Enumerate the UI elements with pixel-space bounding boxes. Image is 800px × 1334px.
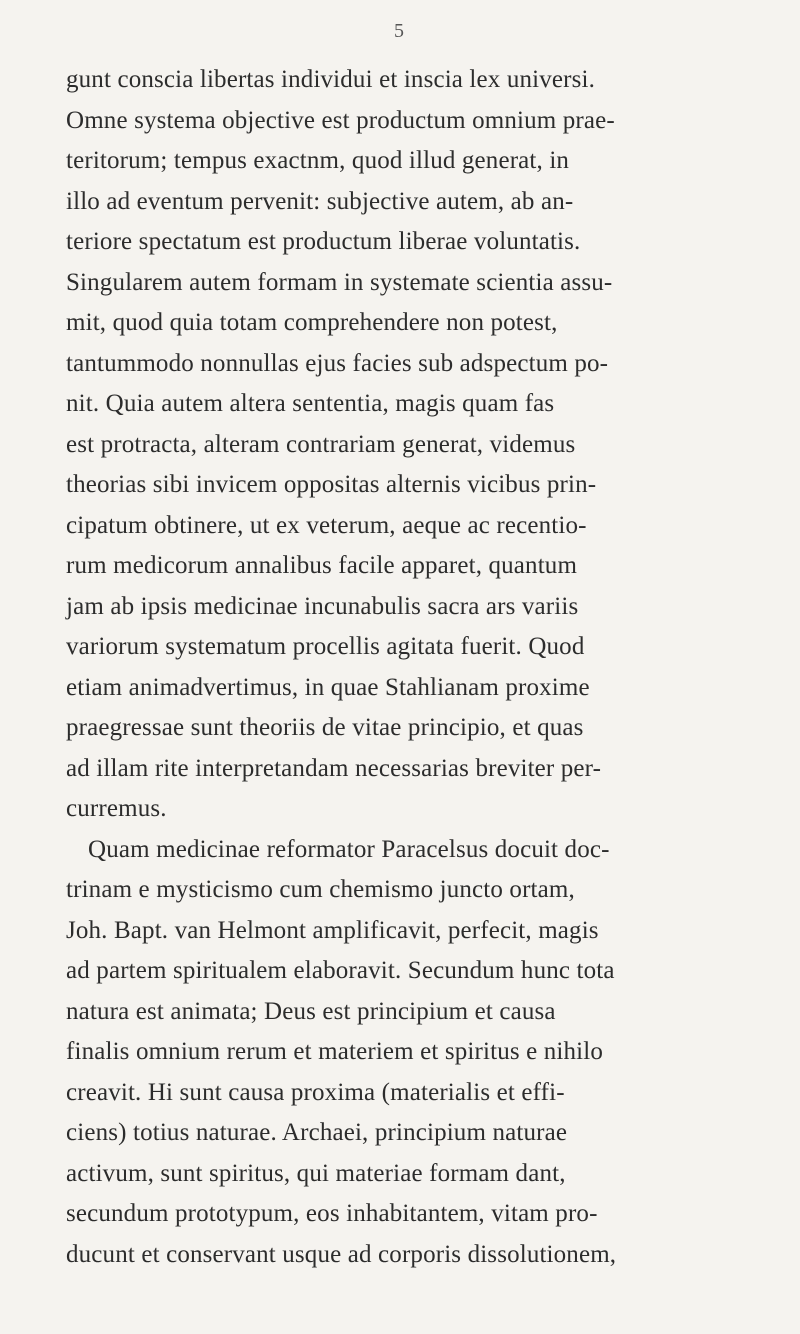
text-line: ad illam rite interpretandam necessarias breviter per- bbox=[66, 754, 602, 782]
text-line: variorum systematum procellis agitata fuerit. Quod bbox=[66, 633, 585, 660]
text-line: teritorum; tempus exactnm, quod illud generat, in bbox=[66, 147, 570, 174]
text-line: ad partem spiritualem elaboravit. Secundum hunc tota bbox=[66, 957, 615, 984]
text-line: mit, quod quia totam comprehendere non potest, bbox=[66, 309, 558, 336]
text-line: finalis omnium rerum et materiem et spiritus e nihilo bbox=[66, 1038, 604, 1065]
text-line: theorias sibi invicem oppositas alternis vicibus prin- bbox=[66, 471, 597, 498]
text-line: etiam animadvertimus, in quae Stahlianam proxime bbox=[66, 673, 590, 701]
text-line: praegressae sunt theoriis de vitae principio, et quas bbox=[66, 714, 584, 741]
text-line: Omne systema objective est productum omnium prae- bbox=[66, 106, 615, 134]
text-line: est protracta, alteram contrariam generat, videmus bbox=[66, 430, 576, 458]
text-line: activum, sunt spiritus, qui materiae formam dant, bbox=[66, 1159, 566, 1187]
text-line: gunt conscia libertas individui et inscia lex universi. bbox=[66, 66, 595, 93]
page-number: 5 bbox=[394, 20, 404, 42]
text-line: nit. Quia autem altera sententia, magis quam fas bbox=[66, 390, 555, 417]
text-line: creavit. Hi sunt causa proxima (materialis et effi- bbox=[66, 1078, 565, 1106]
text-line: illo ad eventum pervenit: subjective autem, ab an- bbox=[66, 187, 574, 215]
body-text bbox=[66, 60, 750, 1275]
text-line: rum medicorum annalibus facile apparet, quantum bbox=[66, 552, 578, 579]
text-line: natura est animata; Deus est principium et causa bbox=[66, 997, 556, 1025]
text-line: curremus. bbox=[66, 795, 167, 822]
text-line: tantummodo nonnullas ejus facies sub adspectum po- bbox=[66, 349, 609, 377]
text-line: cipatum obtinere, ut ex veterum, aeque ac recentio- bbox=[66, 511, 587, 539]
text-line: ducunt et conservant usque ad corporis dissolutionem, bbox=[66, 1240, 617, 1268]
text-line: Joh. Bapt. van Helmont amplificavit, perfecit, magis bbox=[66, 916, 599, 944]
text-line: secundum prototypum, eos inhabitantem, vitam pro- bbox=[66, 1200, 598, 1227]
text-line: trinam e mysticismo cum chemismo juncto ortam, bbox=[66, 876, 575, 903]
text-line: ciens) totius naturae. Archaei, principium naturae bbox=[66, 1119, 568, 1146]
text-line: Quam medicinae reformator Paracelsus docuit doc- bbox=[88, 835, 610, 863]
text-line: teriore spectatum est productum liberae voluntatis. bbox=[66, 228, 581, 255]
text-line: Singularem autem formam in systemate scientia assu- bbox=[66, 268, 613, 296]
text-line: jam ab ipsis medicinae incunabulis sacra ars variis bbox=[66, 592, 579, 620]
